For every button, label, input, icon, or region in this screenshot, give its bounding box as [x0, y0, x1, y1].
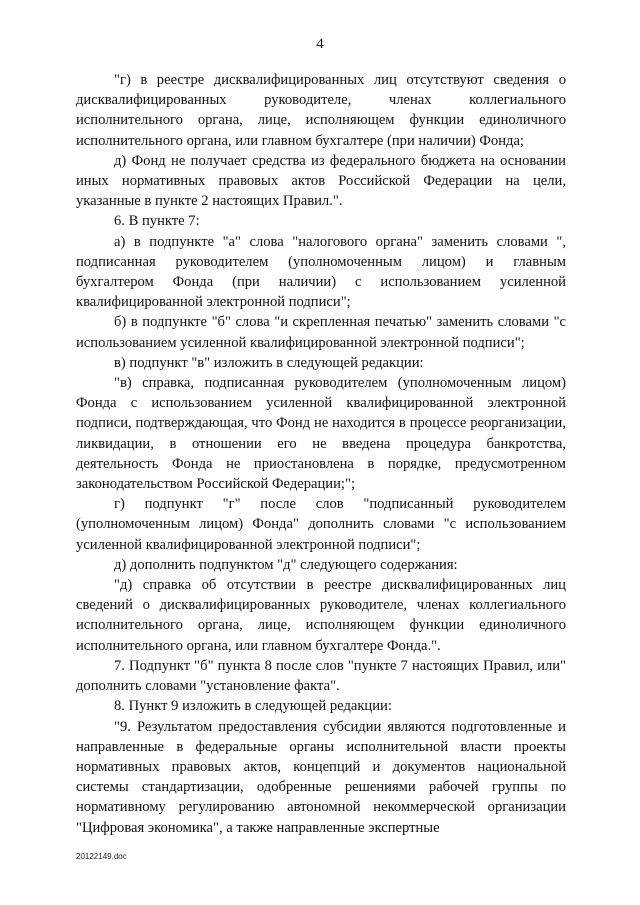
paragraph: д) дополнить подпунктом "д" следующего содержания:	[114, 556, 458, 573]
paragraph: б) в подпункте "б" слова "и скрепленная печатью" заменить словами "с использованием усиленной квалифицированной электронной подписи";	[76, 314, 566, 351]
paragraph: а) в подпункте "а" слова "налогового органа" заменить словами ", подписанная руководителем (уполномоченным лицом) и главным бухгалтером Фонда (при наличии) с использованием усиленной квалифицированной электронной подписи";	[76, 233, 566, 311]
paragraph: "в) справка, подписанная руководителем (уполномоченным лицом) Фонда с использованием усиленной квалифицированной электронной подписи, подтверждающая, что Фонд не находится в процессе реорганизации, ликвидации, в отношении его не введена процедура банкротства, деятельность Фонда не приостановлена в порядке, предусмотренном законодательством Российской Федерации;";	[76, 375, 566, 493]
paragraph: д) Фонд не получает средства из федерального бюджета на основании иных нормативных правовых актов Российской Федерации на цели, указанные в пункте 2 настоящих Правил.".	[76, 152, 566, 210]
paragraph: "9. Результатом предоставления субсидии являются подготовленные и направленные в федеральные органы исполнительной власти проекты нормативных правовых актов, концепций и документов национальной системы стандартизации, одобренные решениями рабочей группы по нормативному регулированию автономной некоммерческой организации "Цифровая экономика", а также направленные экспертные	[76, 718, 566, 836]
footer-filename: 20122149.doc	[76, 852, 127, 861]
paragraph: 8. Пункт 9 изложить в следующей редакции:	[114, 698, 392, 715]
paragraph: "г) в реестре дисквалифицированных лиц отсутствуют сведения о дисквалифицированных руководителе, членах коллегиального исполнительного органа, лице, исполняющем функции единоличного исполнительного органа, или главном бухгалтере (при наличии) Фонда;	[76, 72, 566, 149]
paragraph: 6. В пункте 7:	[114, 213, 200, 230]
paragraph: 7. Подпункт "б" пункта 8 после слов "пункте 7 настоящих Правил, или" дополнить словами "установление факта".	[76, 657, 566, 695]
paragraph: в) подпункт "в" изложить в следующей редакции:	[114, 354, 424, 371]
page-number: 4	[316, 36, 324, 52]
document-body	[76, 70, 566, 838]
paragraph: г) подпункт "г" после слов "подписанный руководителем (уполномоченным лицом) Фонда" дополнить словами "с использованием усиленной квалифицированной электронной подписи";	[76, 496, 566, 553]
paragraph: "д) справка об отсутствии в реестре дисквалифицированных лиц сведений о дисквалифицированных руководителе, членах коллегиального исполнительного органа, лице, исполняющем функции единоличного исполнительного органа, или главном бухгалтере Фонда.".	[76, 577, 566, 654]
